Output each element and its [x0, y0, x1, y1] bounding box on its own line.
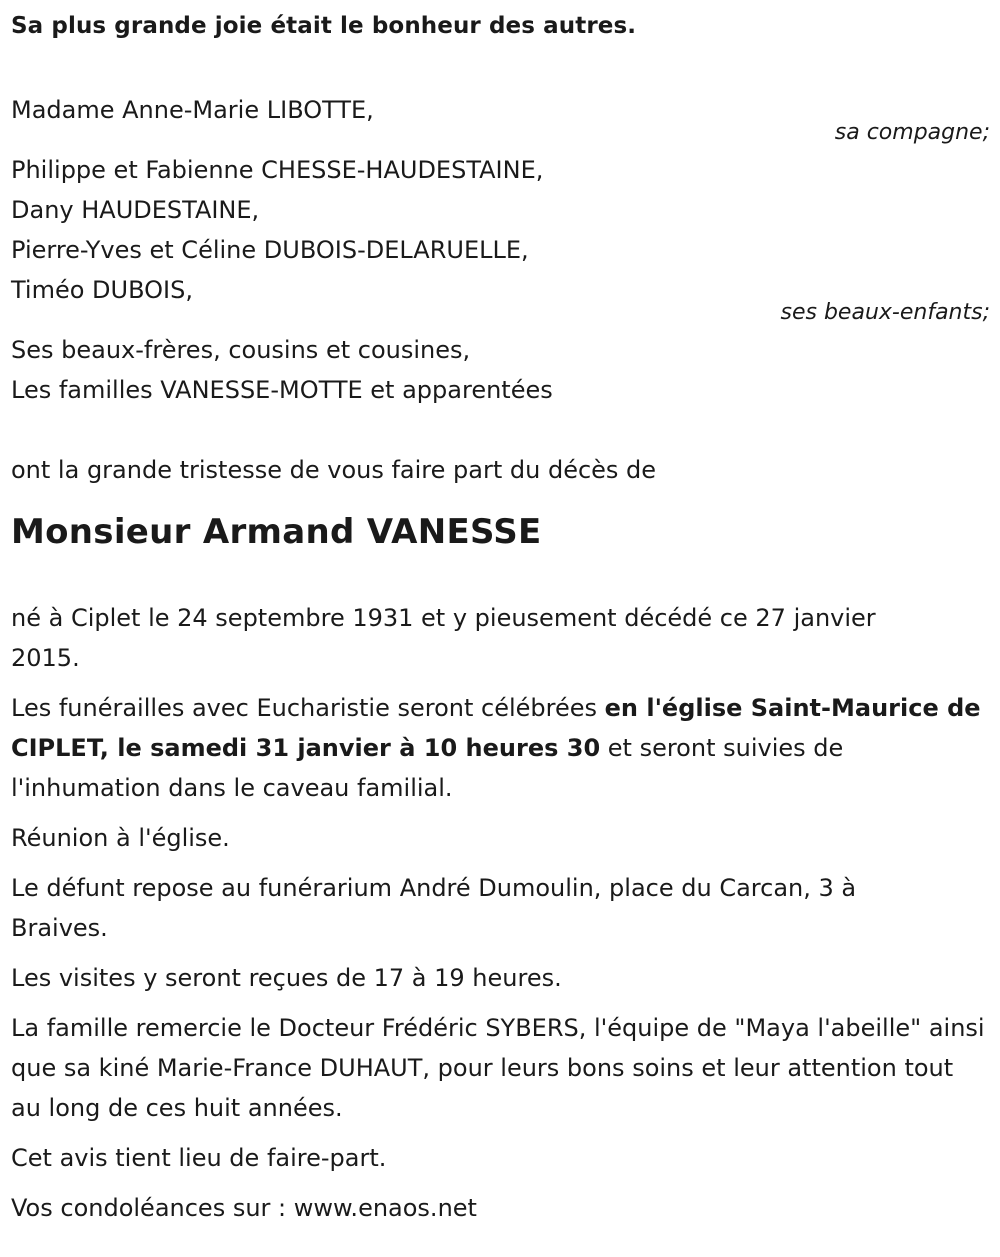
stepchild-line: Dany HAUDESTAINE,: [11, 196, 260, 224]
relatives-line: Ses beaux-frères, cousins et cousines,: [11, 336, 471, 364]
stepchildren-relation: ses beaux-enfants;: [780, 300, 990, 325]
funeral-text-after: et seront suivies de l'inhumation dans le caveau familial.: [11, 734, 844, 802]
spacer: [11, 44, 990, 90]
funeral-info: [11, 688, 990, 808]
deceased-name: Monsieur Armand VANESSE: [11, 512, 542, 552]
spacer: [11, 678, 990, 688]
stepchild-line: Pierre-Yves et Céline DUBOIS-DELARUELLE,: [11, 236, 529, 264]
funeral-text-before: Les funérailles avec Eucharistie seront célébrées: [11, 694, 605, 722]
stepchild-line: Philippe et Fabienne CHESSE-HAUDESTAINE,: [11, 156, 544, 184]
announcement: ont la grande tristesse de vous faire part du décès de: [11, 456, 657, 484]
spacer: [11, 998, 990, 1008]
funeral-text-bold: en l'église Saint-Maurice de CIPLET, le samedi 31 janvier à 10 heures 30: [11, 694, 981, 762]
spacer: [11, 554, 990, 598]
companion-name: Madame Anne-Marie LIBOTTE,: [11, 96, 374, 124]
birth-death: né à Ciplet le 24 septembre 1931 et y pieusement décédé ce 27 janvier 2015.: [11, 604, 876, 672]
relatives-line: Les familles VANESSE-MOTTE et apparentées: [11, 376, 553, 404]
condolences-text: Vos condoléances sur : www.enaos.net: [11, 1194, 477, 1222]
thanks-text: La famille remercie le Docteur Frédéric SYBERS, l'équipe de "Maya l'abeille" ainsi que sa kiné Marie-France DUHAUT, pour leurs bons soins et leur attention tout au long de ces huit années.: [11, 1014, 985, 1122]
spacer: [11, 1128, 990, 1138]
stepchild-line: Timéo DUBOIS,: [11, 276, 193, 304]
rest-place-info: Le défunt repose au funérarium André Dumoulin, place du Carcan, 3 à Braives.: [11, 874, 857, 942]
spacer: [11, 410, 990, 450]
companion-relation: sa compagne;: [834, 120, 990, 145]
spacer: [11, 490, 990, 510]
spacer: [11, 858, 990, 868]
motto: Sa plus grande joie était le bonheur des autres.: [11, 13, 637, 39]
spacer: [11, 1178, 990, 1188]
spacer: [11, 808, 990, 818]
spacer: [11, 948, 990, 958]
reunion-info: Réunion à l'église.: [11, 824, 230, 852]
visits-info: Les visites y seront reçues de 17 à 19 heures.: [11, 964, 562, 992]
notice-text: Cet avis tient lieu de faire-part.: [11, 1144, 387, 1172]
